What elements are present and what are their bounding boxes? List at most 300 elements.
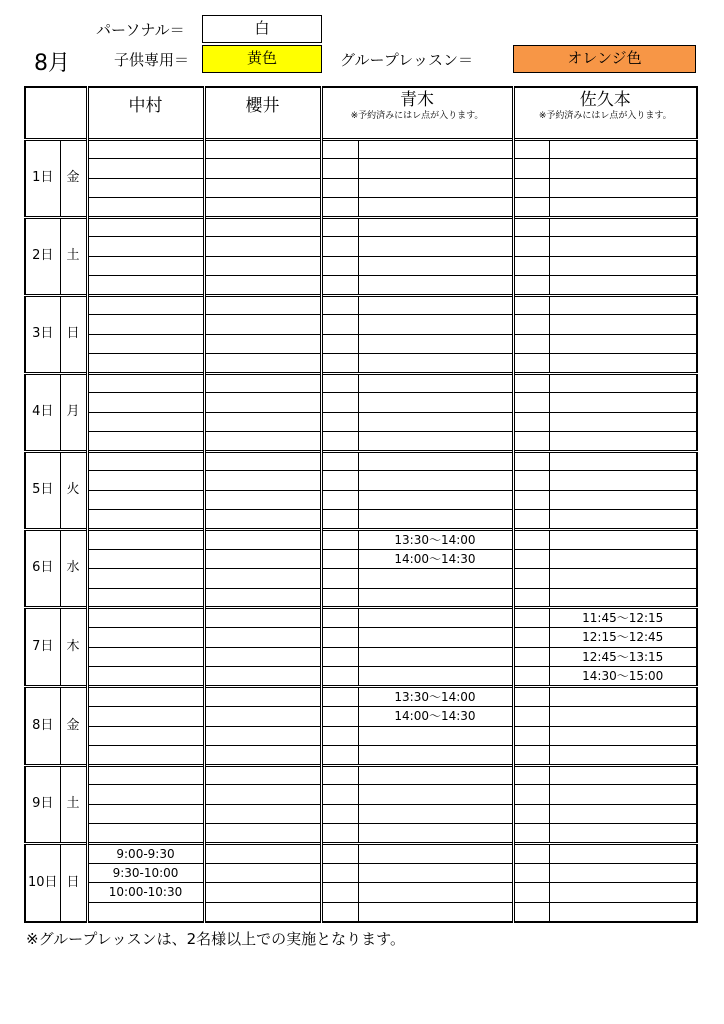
booking-check-aoki[interactable] bbox=[321, 569, 358, 589]
slot-nakamura[interactable] bbox=[87, 217, 204, 237]
slot-sakurai[interactable] bbox=[204, 198, 321, 218]
slot-aoki[interactable] bbox=[358, 883, 513, 903]
slot-sakumoto[interactable] bbox=[549, 824, 697, 844]
slot-sakumoto[interactable] bbox=[549, 843, 697, 863]
slot-nakamura[interactable] bbox=[87, 471, 204, 491]
booking-check-sakumoto[interactable] bbox=[513, 529, 549, 549]
booking-check-aoki[interactable] bbox=[321, 373, 358, 393]
booking-check-sakumoto[interactable] bbox=[513, 178, 549, 198]
slot-sakumoto[interactable] bbox=[549, 687, 697, 707]
slot-sakurai[interactable] bbox=[204, 178, 321, 198]
slot-sakurai[interactable] bbox=[204, 687, 321, 707]
slot-nakamura[interactable] bbox=[87, 315, 204, 335]
slot-sakurai[interactable] bbox=[204, 432, 321, 452]
day-row bbox=[25, 628, 697, 648]
booking-check-aoki[interactable] bbox=[321, 295, 358, 315]
booking-check-aoki[interactable] bbox=[321, 549, 358, 569]
booking-check-aoki[interactable] bbox=[321, 412, 358, 432]
booking-check-aoki[interactable] bbox=[321, 608, 358, 628]
day-of-week: 日 bbox=[60, 295, 87, 373]
slot-nakamura[interactable] bbox=[87, 393, 204, 413]
slot-sakurai[interactable] bbox=[204, 315, 321, 335]
booking-check-sakumoto[interactable] bbox=[513, 549, 549, 569]
slot-nakamura[interactable] bbox=[87, 412, 204, 432]
day-of-week: 水 bbox=[60, 529, 87, 608]
slot-sakumoto[interactable] bbox=[549, 159, 697, 179]
slot-sakumoto[interactable] bbox=[549, 373, 697, 393]
slot-aoki[interactable] bbox=[358, 746, 513, 766]
kids-legend-swatch: 黄色 bbox=[202, 45, 322, 73]
slot-sakurai[interactable] bbox=[204, 295, 321, 315]
day-row bbox=[25, 139, 697, 159]
slot-sakumoto[interactable] bbox=[549, 315, 697, 335]
slot-aoki[interactable] bbox=[358, 178, 513, 198]
slot-aoki[interactable] bbox=[358, 569, 513, 589]
booking-check-aoki[interactable] bbox=[321, 451, 358, 471]
column-header-sakumoto bbox=[513, 87, 697, 139]
slot-nakamura[interactable] bbox=[87, 159, 204, 179]
slot-nakamura[interactable] bbox=[87, 276, 204, 296]
slot-aoki[interactable]: 13:30～14:00 bbox=[358, 687, 513, 707]
slot-sakumoto[interactable] bbox=[549, 393, 697, 413]
slot-nakamura[interactable] bbox=[87, 902, 204, 922]
booking-check-sakumoto[interactable] bbox=[513, 765, 549, 785]
day-of-week: 日 bbox=[60, 843, 87, 922]
booking-check-aoki[interactable] bbox=[321, 804, 358, 824]
slot-sakurai[interactable] bbox=[204, 628, 321, 648]
booking-check-aoki[interactable] bbox=[321, 139, 358, 159]
booking-check-sakumoto[interactable] bbox=[513, 843, 549, 863]
slot-aoki[interactable] bbox=[358, 647, 513, 667]
slot-sakumoto[interactable] bbox=[549, 588, 697, 608]
instructor-name: 佐久本 bbox=[579, 90, 631, 110]
slot-sakurai[interactable] bbox=[204, 412, 321, 432]
slot-nakamura[interactable] bbox=[87, 510, 204, 530]
slot-sakurai[interactable] bbox=[204, 139, 321, 159]
booking-check-sakumoto[interactable] bbox=[513, 608, 549, 628]
booking-check-sakumoto[interactable] bbox=[513, 198, 549, 218]
slot-sakurai[interactable] bbox=[204, 843, 321, 863]
slot-sakumoto[interactable] bbox=[549, 707, 697, 727]
booking-check-sakumoto[interactable] bbox=[513, 707, 549, 727]
day-row bbox=[25, 276, 697, 296]
booking-check-sakumoto[interactable] bbox=[513, 276, 549, 296]
day-number: 3日 bbox=[25, 295, 60, 373]
slot-sakumoto[interactable] bbox=[549, 490, 697, 510]
slot-nakamura[interactable] bbox=[87, 256, 204, 276]
slot-sakurai[interactable] bbox=[204, 804, 321, 824]
slot-nakamura[interactable] bbox=[87, 354, 204, 374]
slot-nakamura[interactable] bbox=[87, 707, 204, 727]
day-row bbox=[25, 490, 697, 510]
booking-check-sakumoto[interactable] bbox=[513, 824, 549, 844]
booking-check-aoki[interactable] bbox=[321, 159, 358, 179]
header-row bbox=[25, 87, 697, 139]
day-row bbox=[25, 510, 697, 530]
day-number: 2日 bbox=[25, 217, 60, 295]
booking-check-sakumoto[interactable] bbox=[513, 354, 549, 374]
slot-aoki[interactable] bbox=[358, 804, 513, 824]
slot-sakumoto[interactable] bbox=[549, 256, 697, 276]
slot-aoki[interactable] bbox=[358, 843, 513, 863]
slot-nakamura[interactable] bbox=[87, 178, 204, 198]
slot-aoki[interactable] bbox=[358, 256, 513, 276]
slot-aoki[interactable]: 14:00～14:30 bbox=[358, 707, 513, 727]
slot-nakamura[interactable]: 9:30-10:00 bbox=[87, 863, 204, 883]
slot-nakamura[interactable] bbox=[87, 588, 204, 608]
slot-aoki[interactable] bbox=[358, 159, 513, 179]
slot-sakurai[interactable] bbox=[204, 510, 321, 530]
slot-sakumoto[interactable] bbox=[549, 883, 697, 903]
group-legend-swatch: オレンジ色 bbox=[513, 45, 696, 73]
booking-check-sakumoto[interactable] bbox=[513, 746, 549, 766]
slot-sakumoto[interactable] bbox=[549, 804, 697, 824]
slot-sakurai[interactable] bbox=[204, 647, 321, 667]
day-of-week: 月 bbox=[60, 373, 87, 451]
slot-nakamura[interactable] bbox=[87, 765, 204, 785]
slot-sakumoto[interactable] bbox=[549, 276, 697, 296]
slot-nakamura[interactable] bbox=[87, 608, 204, 628]
booking-check-sakumoto[interactable] bbox=[513, 159, 549, 179]
booking-check-aoki[interactable] bbox=[321, 334, 358, 354]
footnote: ※グループレッスンは、2名様以上での実施となります。 bbox=[26, 930, 405, 948]
slot-sakurai[interactable] bbox=[204, 373, 321, 393]
column-header-aoki bbox=[321, 87, 513, 139]
slot-aoki[interactable] bbox=[358, 608, 513, 628]
slot-nakamura[interactable] bbox=[87, 628, 204, 648]
slot-sakumoto[interactable] bbox=[549, 198, 697, 218]
slot-sakumoto[interactable]: 14:30～15:00 bbox=[549, 667, 697, 687]
booking-check-aoki[interactable] bbox=[321, 217, 358, 237]
day-row bbox=[25, 707, 697, 727]
day-of-week: 土 bbox=[60, 217, 87, 295]
booking-check-sakumoto[interactable] bbox=[513, 315, 549, 335]
slot-sakurai[interactable] bbox=[204, 765, 321, 785]
slot-sakurai[interactable] bbox=[204, 883, 321, 903]
day-row bbox=[25, 765, 697, 785]
slot-sakumoto[interactable] bbox=[549, 237, 697, 257]
slot-nakamura[interactable]: 9:00-9:30 bbox=[87, 843, 204, 863]
slot-aoki[interactable] bbox=[358, 295, 513, 315]
day-row bbox=[25, 451, 697, 471]
slot-sakurai[interactable] bbox=[204, 490, 321, 510]
booking-check-aoki[interactable] bbox=[321, 628, 358, 648]
slot-sakurai[interactable] bbox=[204, 393, 321, 413]
day-row bbox=[25, 159, 697, 179]
slot-sakumoto[interactable]: 12:45～13:15 bbox=[549, 647, 697, 667]
day-number: 7日 bbox=[25, 608, 60, 687]
day-row bbox=[25, 373, 697, 393]
slot-nakamura[interactable] bbox=[87, 334, 204, 354]
slot-nakamura[interactable] bbox=[87, 139, 204, 159]
slot-sakurai[interactable] bbox=[204, 334, 321, 354]
slot-aoki[interactable] bbox=[358, 315, 513, 335]
slot-sakurai[interactable] bbox=[204, 217, 321, 237]
day-row bbox=[25, 549, 697, 569]
slot-sakumoto[interactable] bbox=[549, 785, 697, 805]
slot-sakumoto[interactable] bbox=[549, 549, 697, 569]
booking-check-sakumoto[interactable] bbox=[513, 667, 549, 687]
booking-check-sakumoto[interactable] bbox=[513, 490, 549, 510]
day-row bbox=[25, 178, 697, 198]
slot-sakurai[interactable] bbox=[204, 608, 321, 628]
booking-check-aoki[interactable] bbox=[321, 863, 358, 883]
slot-nakamura[interactable] bbox=[87, 529, 204, 549]
day-row bbox=[25, 588, 697, 608]
slot-aoki[interactable] bbox=[358, 432, 513, 452]
slot-aoki[interactable] bbox=[358, 588, 513, 608]
booking-check-sakumoto[interactable] bbox=[513, 726, 549, 746]
slot-nakamura[interactable] bbox=[87, 687, 204, 707]
booking-check-sakumoto[interactable] bbox=[513, 863, 549, 883]
booking-check-aoki[interactable] bbox=[321, 707, 358, 727]
slot-sakurai[interactable] bbox=[204, 588, 321, 608]
slot-sakurai[interactable] bbox=[204, 863, 321, 883]
slot-sakurai[interactable] bbox=[204, 549, 321, 569]
slot-sakurai[interactable] bbox=[204, 569, 321, 589]
slot-sakumoto[interactable] bbox=[549, 295, 697, 315]
slot-sakumoto[interactable] bbox=[549, 139, 697, 159]
slot-sakumoto[interactable]: 11:45～12:15 bbox=[549, 608, 697, 628]
slot-aoki[interactable]: 14:00～14:30 bbox=[358, 549, 513, 569]
slot-nakamura[interactable] bbox=[87, 432, 204, 452]
booking-check-aoki[interactable] bbox=[321, 667, 358, 687]
slot-sakurai[interactable] bbox=[204, 529, 321, 549]
slot-nakamura[interactable] bbox=[87, 373, 204, 393]
day-of-week: 金 bbox=[60, 139, 87, 217]
day-row bbox=[25, 354, 697, 374]
slot-sakurai[interactable] bbox=[204, 451, 321, 471]
slot-nakamura[interactable] bbox=[87, 667, 204, 687]
booking-check-aoki[interactable] bbox=[321, 256, 358, 276]
booking-check-aoki[interactable] bbox=[321, 490, 358, 510]
slot-sakurai[interactable] bbox=[204, 824, 321, 844]
booking-check-sakumoto[interactable] bbox=[513, 432, 549, 452]
booking-check-sakumoto[interactable] bbox=[513, 217, 549, 237]
slot-sakurai[interactable] bbox=[204, 256, 321, 276]
slot-sakurai[interactable] bbox=[204, 785, 321, 805]
booking-check-aoki[interactable] bbox=[321, 883, 358, 903]
day-number: 9日 bbox=[25, 765, 60, 843]
slot-sakumoto[interactable] bbox=[549, 529, 697, 549]
booking-check-aoki[interactable] bbox=[321, 471, 358, 491]
slot-nakamura[interactable] bbox=[87, 237, 204, 257]
day-row bbox=[25, 667, 697, 687]
booking-check-sakumoto[interactable] bbox=[513, 334, 549, 354]
slot-nakamura[interactable] bbox=[87, 746, 204, 766]
booking-check-aoki[interactable] bbox=[321, 765, 358, 785]
slot-sakumoto[interactable] bbox=[549, 863, 697, 883]
day-number: 10日 bbox=[25, 843, 60, 922]
day-number: 5日 bbox=[25, 451, 60, 529]
booking-check-sakumoto[interactable] bbox=[513, 804, 549, 824]
booking-check-sakumoto[interactable] bbox=[513, 785, 549, 805]
slot-sakurai[interactable] bbox=[204, 902, 321, 922]
booking-check-aoki[interactable] bbox=[321, 843, 358, 863]
slot-sakurai[interactable] bbox=[204, 237, 321, 257]
slot-aoki[interactable] bbox=[358, 393, 513, 413]
slot-nakamura[interactable] bbox=[87, 569, 204, 589]
slot-sakurai[interactable] bbox=[204, 667, 321, 687]
slot-sakumoto[interactable] bbox=[549, 354, 697, 374]
slot-nakamura[interactable] bbox=[87, 804, 204, 824]
day-row bbox=[25, 785, 697, 805]
booking-note: ※予約済みにはレ点が入ります。 bbox=[350, 111, 484, 121]
slot-nakamura[interactable] bbox=[87, 549, 204, 569]
slot-sakumoto[interactable] bbox=[549, 765, 697, 785]
day-row bbox=[25, 726, 697, 746]
slot-aoki[interactable] bbox=[358, 510, 513, 530]
slot-sakumoto[interactable] bbox=[549, 412, 697, 432]
slot-aoki[interactable] bbox=[358, 451, 513, 471]
slot-sakumoto[interactable]: 12:15～12:45 bbox=[549, 628, 697, 648]
slot-aoki[interactable] bbox=[358, 198, 513, 218]
personal-legend-swatch: 白 bbox=[202, 15, 322, 43]
slot-sakurai[interactable] bbox=[204, 276, 321, 296]
day-of-week: 木 bbox=[60, 608, 87, 687]
slot-sakumoto[interactable] bbox=[549, 902, 697, 922]
booking-check-aoki[interactable] bbox=[321, 687, 358, 707]
day-row bbox=[25, 217, 697, 237]
slot-nakamura[interactable] bbox=[87, 726, 204, 746]
slot-sakumoto[interactable] bbox=[549, 178, 697, 198]
slot-sakumoto[interactable] bbox=[549, 432, 697, 452]
day-of-week: 金 bbox=[60, 687, 87, 766]
booking-check-aoki[interactable] bbox=[321, 393, 358, 413]
slot-sakurai[interactable] bbox=[204, 746, 321, 766]
slot-sakumoto[interactable] bbox=[549, 746, 697, 766]
slot-nakamura[interactable] bbox=[87, 198, 204, 218]
booking-check-aoki[interactable] bbox=[321, 354, 358, 374]
slot-sakumoto[interactable] bbox=[549, 510, 697, 530]
slot-aoki[interactable] bbox=[358, 412, 513, 432]
day-row bbox=[25, 198, 697, 218]
slot-sakumoto[interactable] bbox=[549, 471, 697, 491]
booking-check-sakumoto[interactable] bbox=[513, 393, 549, 413]
slot-nakamura[interactable] bbox=[87, 647, 204, 667]
day-row bbox=[25, 432, 697, 452]
booking-check-aoki[interactable] bbox=[321, 647, 358, 667]
slot-nakamura[interactable] bbox=[87, 785, 204, 805]
booking-check-aoki[interactable] bbox=[321, 726, 358, 746]
booking-check-aoki[interactable] bbox=[321, 237, 358, 257]
slot-aoki[interactable] bbox=[358, 276, 513, 296]
day-row bbox=[25, 295, 697, 315]
booking-check-sakumoto[interactable] bbox=[513, 412, 549, 432]
column-header-sakurai bbox=[204, 87, 321, 139]
slot-nakamura[interactable]: 10:00-10:30 bbox=[87, 883, 204, 903]
slot-aoki[interactable] bbox=[358, 237, 513, 257]
slot-aoki[interactable] bbox=[358, 139, 513, 159]
booking-check-aoki[interactable] bbox=[321, 824, 358, 844]
slot-aoki[interactable] bbox=[358, 824, 513, 844]
day-row bbox=[25, 883, 697, 903]
day-number: 4日 bbox=[25, 373, 60, 451]
slot-aoki[interactable] bbox=[358, 217, 513, 237]
slot-sakurai[interactable] bbox=[204, 471, 321, 491]
slot-aoki[interactable] bbox=[358, 902, 513, 922]
slot-aoki[interactable] bbox=[358, 667, 513, 687]
slot-nakamura[interactable] bbox=[87, 451, 204, 471]
slot-sakurai[interactable] bbox=[204, 354, 321, 374]
booking-check-sakumoto[interactable] bbox=[513, 451, 549, 471]
slot-aoki[interactable] bbox=[358, 373, 513, 393]
booking-check-sakumoto[interactable] bbox=[513, 647, 549, 667]
booking-check-aoki[interactable] bbox=[321, 588, 358, 608]
booking-check-sakumoto[interactable] bbox=[513, 256, 549, 276]
booking-check-aoki[interactable] bbox=[321, 785, 358, 805]
booking-check-sakumoto[interactable] bbox=[513, 628, 549, 648]
booking-check-sakumoto[interactable] bbox=[513, 588, 549, 608]
booking-note: ※予約済みにはレ点が入ります。 bbox=[538, 111, 672, 121]
personal-legend-label: パーソナル＝ bbox=[96, 21, 185, 39]
day-number: 1日 bbox=[25, 139, 60, 217]
day-row bbox=[25, 412, 697, 432]
slot-sakumoto[interactable] bbox=[549, 217, 697, 237]
booking-check-sakumoto[interactable] bbox=[513, 373, 549, 393]
booking-check-aoki[interactable] bbox=[321, 178, 358, 198]
month-title: 8月 bbox=[34, 51, 70, 76]
booking-check-sakumoto[interactable] bbox=[513, 687, 549, 707]
column-header-nakamura bbox=[87, 87, 204, 139]
slot-sakurai[interactable] bbox=[204, 726, 321, 746]
booking-check-sakumoto[interactable] bbox=[513, 237, 549, 257]
booking-check-sakumoto[interactable] bbox=[513, 902, 549, 922]
booking-check-sakumoto[interactable] bbox=[513, 510, 549, 530]
booking-check-sakumoto[interactable] bbox=[513, 569, 549, 589]
booking-check-aoki[interactable] bbox=[321, 510, 358, 530]
booking-check-aoki[interactable] bbox=[321, 198, 358, 218]
slot-aoki[interactable] bbox=[358, 726, 513, 746]
slot-aoki[interactable] bbox=[358, 628, 513, 648]
slot-aoki[interactable] bbox=[358, 471, 513, 491]
slot-sakurai[interactable] bbox=[204, 707, 321, 727]
slot-aoki[interactable] bbox=[358, 785, 513, 805]
booking-check-aoki[interactable] bbox=[321, 529, 358, 549]
day-row bbox=[25, 902, 697, 922]
booking-check-sakumoto[interactable] bbox=[513, 139, 549, 159]
slot-aoki[interactable] bbox=[358, 334, 513, 354]
slot-nakamura[interactable] bbox=[87, 490, 204, 510]
slot-aoki[interactable] bbox=[358, 354, 513, 374]
booking-check-aoki[interactable] bbox=[321, 276, 358, 296]
slot-aoki[interactable] bbox=[358, 863, 513, 883]
day-of-week: 火 bbox=[60, 451, 87, 529]
slot-nakamura[interactable] bbox=[87, 295, 204, 315]
slot-sakumoto[interactable] bbox=[549, 726, 697, 746]
booking-check-sakumoto[interactable] bbox=[513, 471, 549, 491]
day-row bbox=[25, 863, 697, 883]
instructor-name: 青木 bbox=[400, 90, 434, 110]
booking-check-aoki[interactable] bbox=[321, 432, 358, 452]
slot-aoki[interactable] bbox=[358, 765, 513, 785]
day-row bbox=[25, 334, 697, 354]
day-row bbox=[25, 529, 697, 549]
booking-check-aoki[interactable] bbox=[321, 315, 358, 335]
slot-nakamura[interactable] bbox=[87, 824, 204, 844]
slot-sakumoto[interactable] bbox=[549, 451, 697, 471]
slot-sakumoto[interactable] bbox=[549, 569, 697, 589]
slot-sakumoto[interactable] bbox=[549, 334, 697, 354]
booking-check-sakumoto[interactable] bbox=[513, 295, 549, 315]
slot-sakurai[interactable] bbox=[204, 159, 321, 179]
slot-aoki[interactable] bbox=[358, 490, 513, 510]
booking-check-aoki[interactable] bbox=[321, 746, 358, 766]
day-of-week: 土 bbox=[60, 765, 87, 843]
booking-check-sakumoto[interactable] bbox=[513, 883, 549, 903]
booking-check-aoki[interactable] bbox=[321, 902, 358, 922]
slot-aoki[interactable]: 13:30～14:00 bbox=[358, 529, 513, 549]
